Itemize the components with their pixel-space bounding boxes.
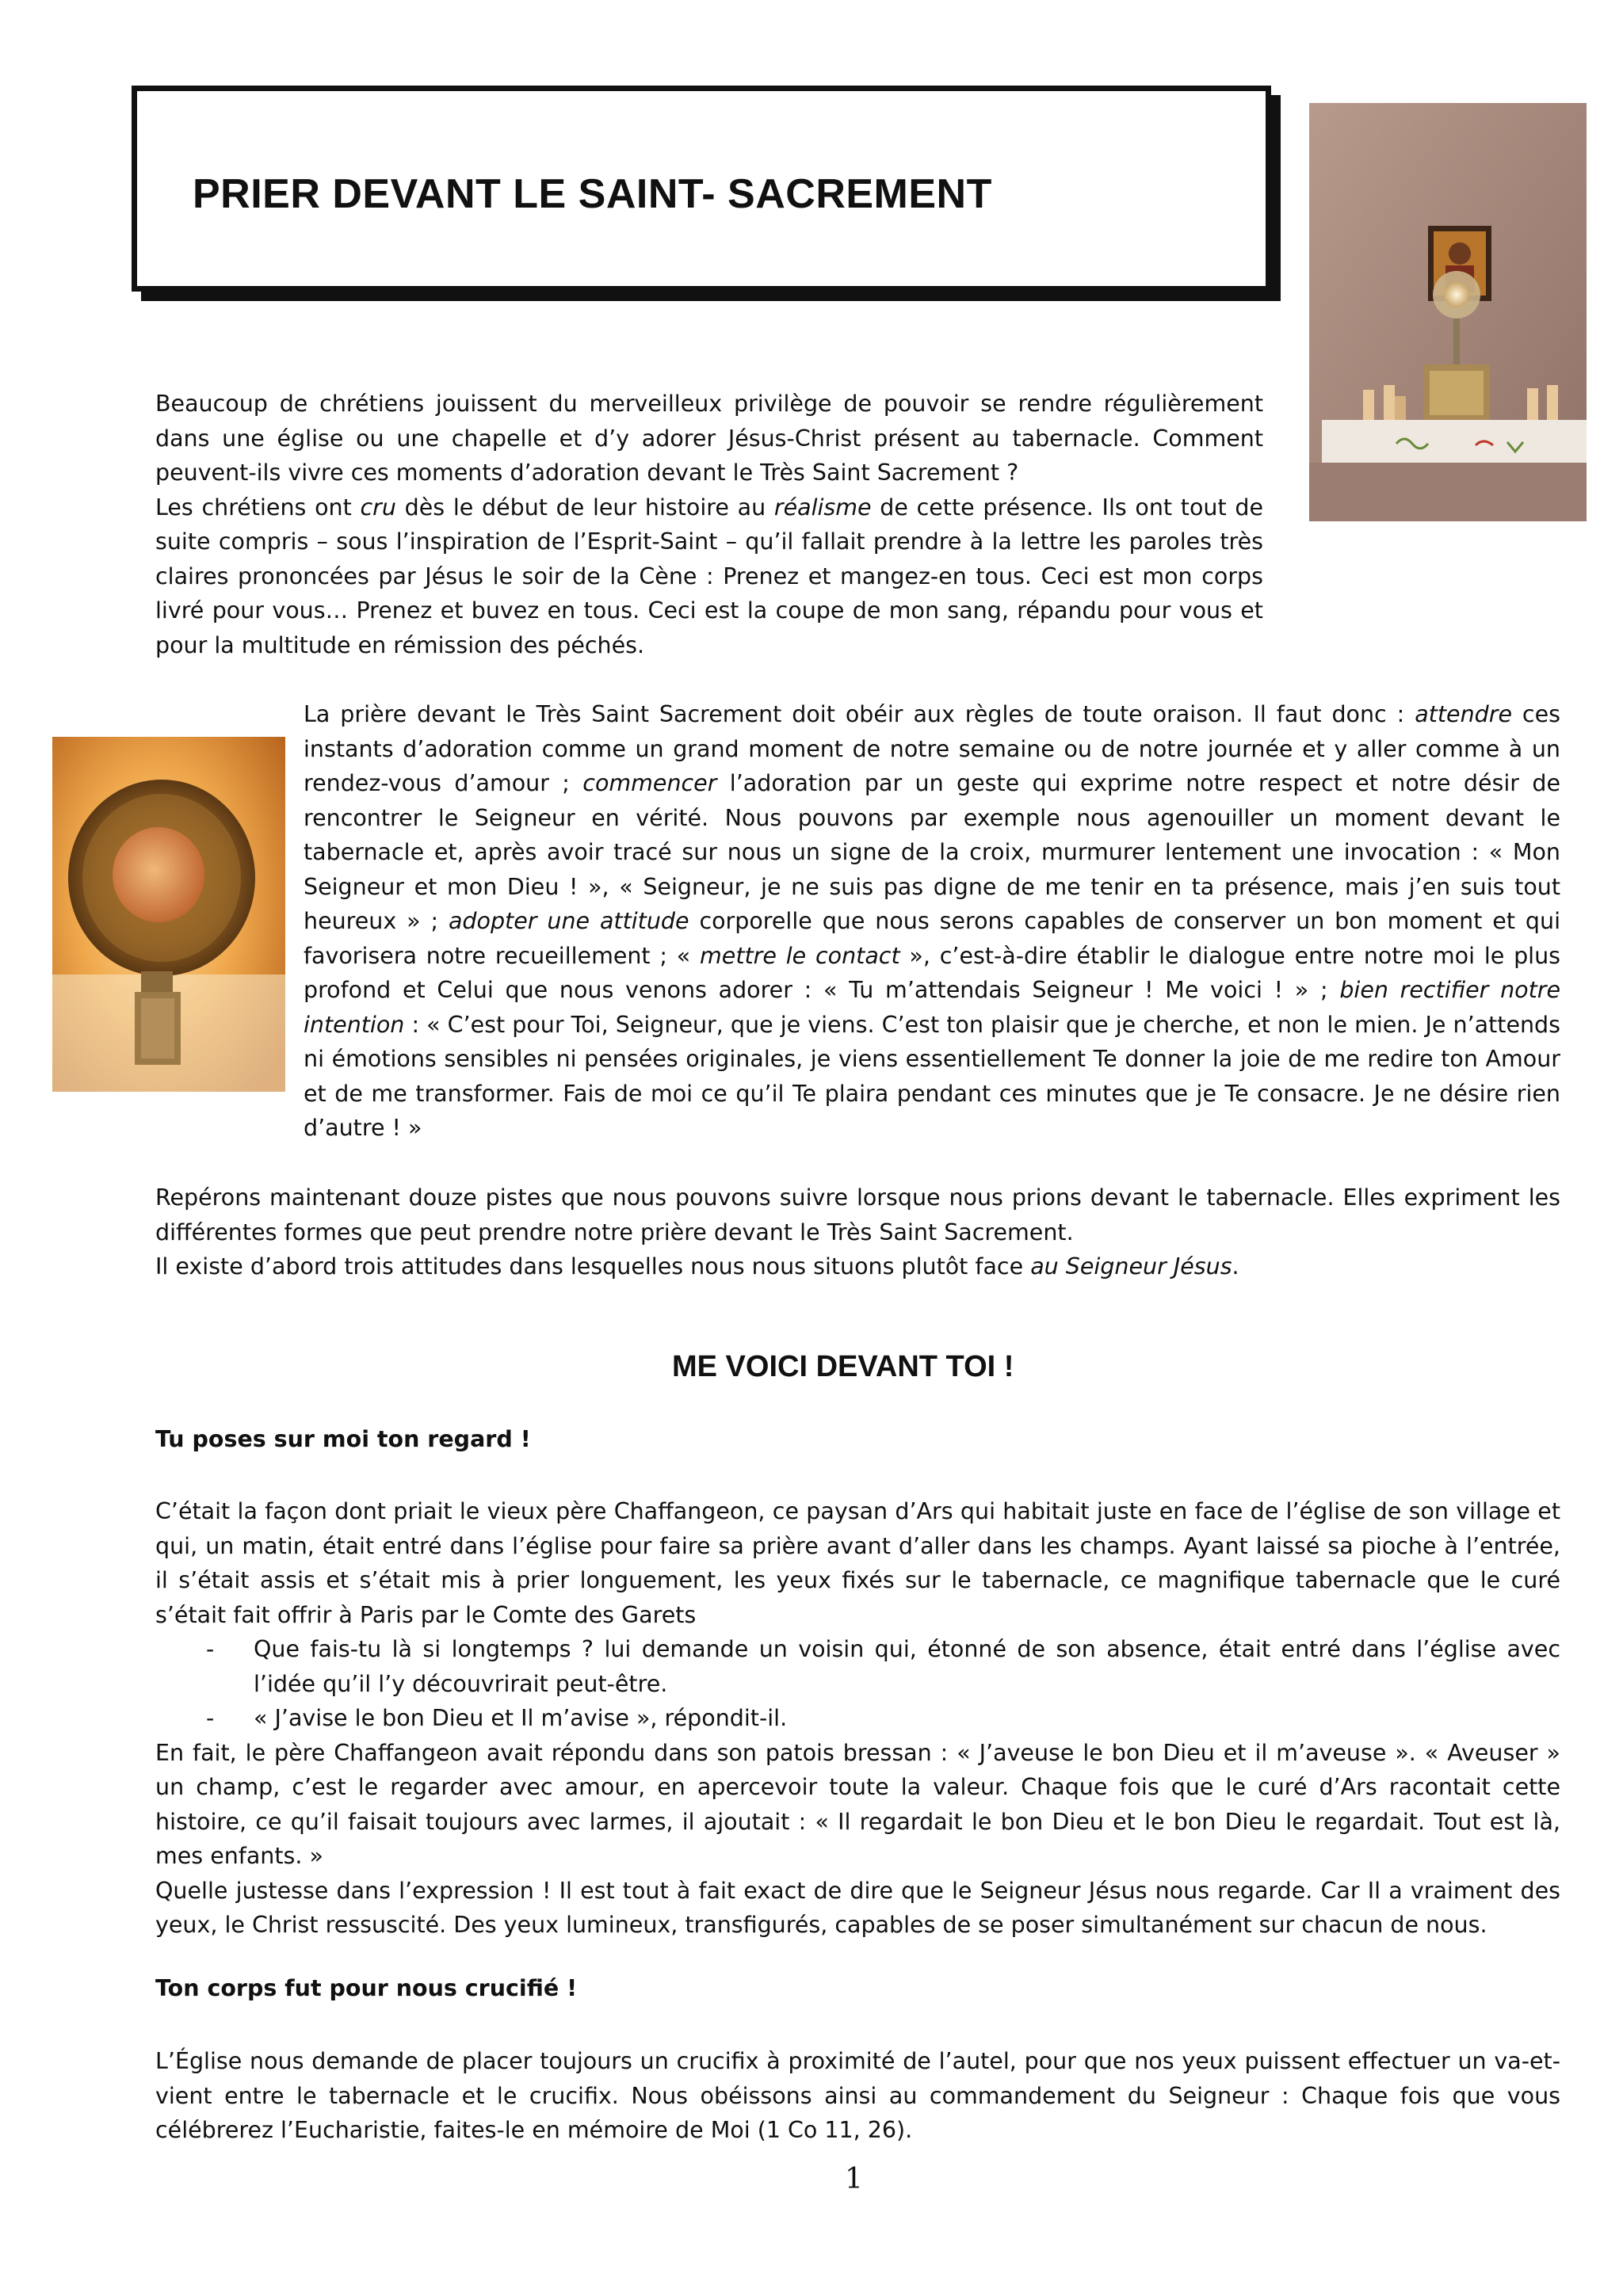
intro-text-2a: Les chrétiens ont (155, 494, 361, 521)
rules-text-e: », c’est-à-dire établir le dialogue entre notre moi le plus profond et Celui que nous venons adorer : « Tu m’attendais Seigneur ! Me voici ! » ; (304, 942, 1560, 1003)
dialogue-text-1: Que fais-tu là si longtemps ? lui demande un voisin qui, étonné de son absence, était entré dans l’église avec l’idée qu’il l’y découvrirait peut-être. (254, 1636, 1560, 1697)
rules-text-c: l’adoration par un geste qui exprime notre respect et notre désir de rencontrer le Seigneur en vérité. Nous pouvons par exemple nous agenouiller un moment devant le tabernacle et, après avoir tracé sur nous un signe de la croix, murmurer lentement une invocation : « Mon Seigneur et mon Dieu ! », « Seigneur, je ne suis pas digne de me tenir en ta présence, mais j’en suis tout heureux » ; (304, 770, 1561, 934)
tracks-text-2a: Il existe d’abord trois attitudes dans lesquelles nous nous situons plutôt face (155, 1253, 1031, 1280)
dialogue-text-2: « J’avise le bon Dieu et Il m’avise », répondit-il. (254, 1705, 788, 1731)
rules-section (304, 697, 1560, 1146)
pyx-photo-drawing (52, 737, 285, 1092)
italic-adopter: adopter une attitude (448, 908, 689, 934)
rules-text-f: : « C’est pour Toi, Seigneur, que je viens. C’est ton plaisir que je cherche, et non le mien. Je n’attends ni émotions sensibles ni pensées originales, je viens essentiellement Te donner la joie de me redire ton Amour et de me transformer. Fais de moi ce qu’il Te plaira pendant ces minutes que je Te consacre. Je ne désire rien d’autre ! » (304, 1011, 1560, 1141)
sub1-paragraph-3: Quelle justesse dans l’expression ! Il est tout à fait exact de dire que le Seigneur Jésus nous regarde. Car Il a vraiment des yeux, le Christ ressuscité. Des yeux lumineux, transfigurés, capables de se poser simultanément sur chacun de nous. (155, 1877, 1560, 1938)
intro-paragraph-2 (155, 490, 1263, 663)
italic-cru: cru (360, 494, 396, 521)
dialogue-item-2 (155, 1701, 1560, 1736)
intro-section (155, 387, 1263, 662)
subheading-regard: Tu poses sur moi ton regard ! (155, 1426, 531, 1452)
section-heading: ME VOICI DEVANT TOI ! (672, 1350, 1014, 1383)
dash-marker: - (206, 1705, 215, 1731)
italic-attendre: attendre (1415, 701, 1512, 727)
sub1-paragraph-1: C’était la façon dont priait le vieux père Chaffangeon, ce paysan d’Ars qui habitait juste en face de l’église de son village et qui, un matin, était entré dans l’église pour faire sa prière avant d’aller dans les champs. Ayant laissé sa pioche à l’entrée, il s’était assis et s’était mis à prier longuement, les yeux fixés sur le tabernacle, ce magnifique tabernacle que le curé s’était fait offrir à Paris par le Comte des Garets (155, 1498, 1560, 1628)
italic-commencer: commencer (582, 770, 717, 796)
pyx-photo (52, 737, 285, 1092)
sub2-paragraph-1: L’Église nous demande de placer toujours un crucifix à proximité de l’autel, pour que nos yeux puissent effectuer un va-et-vient entre le tabernacle et le crucifix. Nous obéissons ainsi au commandement du Seigneur : Chaque fois que vous célébrerez l’Eucharistie, faites-le en mémoire de Moi (1 Co 11, 26). (155, 2048, 1560, 2143)
altar-monstrance-photo (1309, 103, 1587, 521)
altar-photo-drawing (1309, 103, 1587, 521)
italic-contact: mettre le contact (700, 942, 900, 969)
subheading-crucifie: Ton corps fut pour nous crucifié ! (155, 1975, 578, 2001)
italic-seigneur-jesus: au Seigneur Jésus (1030, 1253, 1232, 1280)
tracks-paragraph-2 (155, 1249, 1560, 1284)
page-number: 1 (845, 2163, 863, 2195)
dash-marker: - (206, 1636, 215, 1662)
rules-paragraph (304, 697, 1560, 1146)
intro-text-1: Beaucoup de chrétiens jouissent du merveilleux privilège de pouvoir se rendre régulièrement dans une église ou une chapelle et d’y adorer Jésus-Christ présent au tabernacle. Comment peuvent-ils vivre ces moments d’adoration devant le Très Saint Sacrement ? (155, 391, 1263, 486)
italic-realisme: réalisme (773, 494, 872, 521)
rules-text-b: ces instants d’adoration comme un grand moment de notre semaine ou de notre journée et y aller comme à un rendez-vous d’amour ; (304, 701, 1560, 796)
intro-text-2b: dès le début de leur histoire au (395, 494, 774, 521)
page-title: PRIER DEVANT LE SAINT- SACREMENT (193, 171, 992, 217)
sub1-paragraph-2: En fait, le père Chaffangeon avait répondu dans son patois bressan : « J’aveuse le bon Dieu et il m’aveuse ». « Aveuser » un champ, c’est le regarder avec amour, en apercevoir toute la valeur. Chaque fois que le curé d’Ars racontait cette histoire, ce qu’il faisait toujours avec larmes, il ajoutait : « Il regardait le bon Dieu et le bon Dieu le regardait. Tout est là, mes enfants. » (155, 1739, 1560, 1869)
tracks-section (155, 1180, 1560, 1284)
tracks-text-2b: . (1232, 1253, 1239, 1280)
dialogue-item-1 (155, 1632, 1560, 1701)
sub1-body (155, 1494, 1560, 1943)
rules-text-a: La prière devant le Très Saint Sacrement doit obéir aux règles de toute oraison. Il faut donc : (304, 701, 1415, 727)
title-box (132, 86, 1271, 292)
italic-rectifier: bien rectifier notre intention (304, 977, 1561, 1038)
tracks-paragraph-1: Repérons maintenant douze pistes que nous pouvons suivre lorsque nous prions devant le tabernacle. Elles expriment les différentes formes que peut prendre notre prière devant le Très Saint Sacrement. (155, 1184, 1560, 1245)
sub2-body (155, 2044, 1560, 2148)
intro-text-2c: de cette présence. Ils ont tout de suite compris – sous l’inspiration de l’Esprit-Saint – qu’il fallait prendre à la lettre les paroles très claires prononcées par Jésus le soir de la Cène : Prenez et mangez-en tous. Ceci est mon corps livré pour vous… Prenez et buvez en tous. Ceci est la coupe de mon sang, répandu pour vous et pour la multitude en rémission des péchés. (155, 494, 1263, 658)
rules-text-d: corporelle que nous serons capables de conserver un bon moment et qui favorisera notre recueillement ; « (304, 908, 1560, 969)
intro-paragraph-1 (155, 387, 1263, 490)
